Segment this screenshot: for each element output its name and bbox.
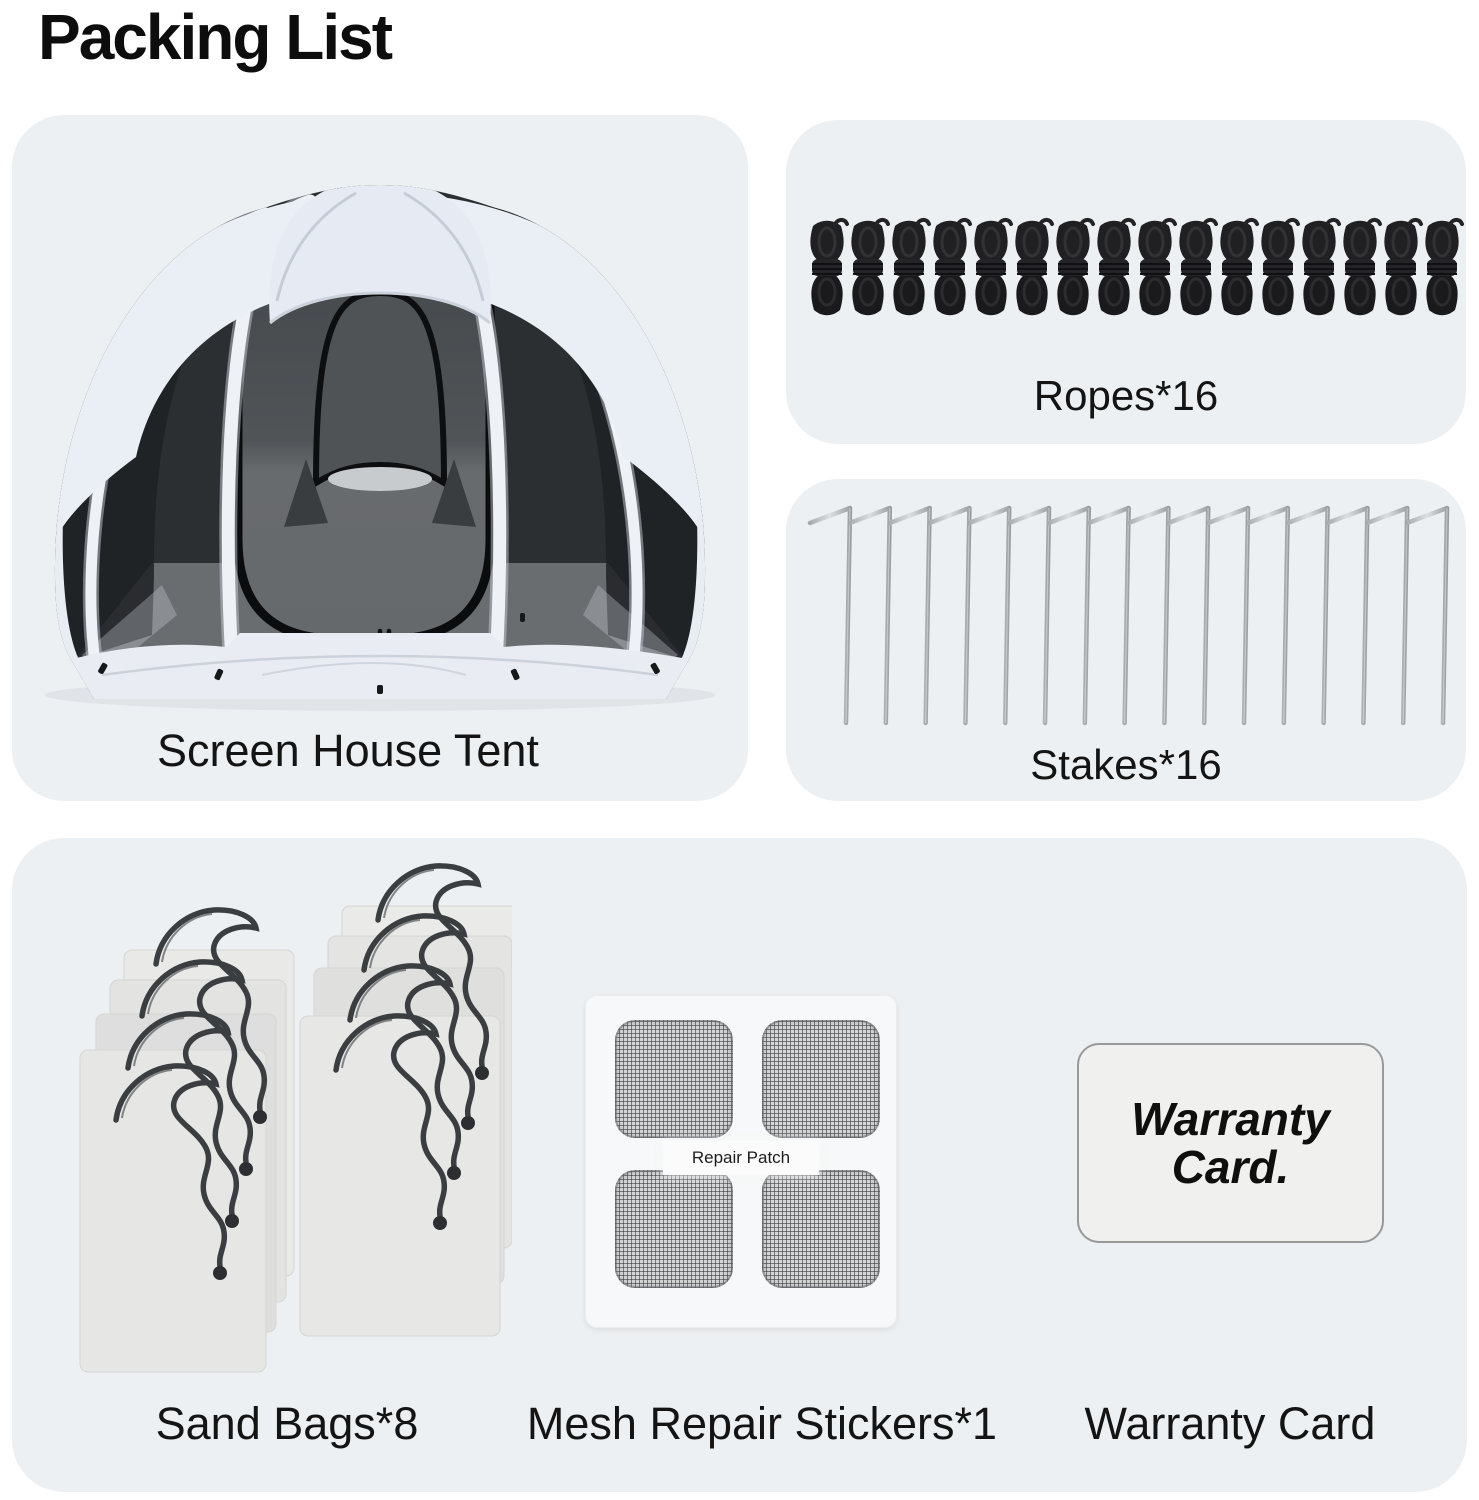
page-title: Packing List — [38, 1, 391, 73]
stake-icon — [1168, 508, 1208, 723]
tent-card — [12, 115, 748, 801]
tent-label: Screen House Tent — [157, 725, 539, 776]
rope-icon — [1343, 220, 1380, 315]
ropes-card — [786, 120, 1466, 444]
rope-icon — [1384, 220, 1421, 315]
rope-icon — [1138, 220, 1175, 315]
mesh-patch-icon — [615, 1170, 733, 1288]
stake-icon — [1288, 508, 1328, 723]
ropes-illustration — [805, 216, 1464, 320]
rope-icon — [1097, 220, 1134, 315]
mesh-patch-icon — [615, 1020, 733, 1138]
rope-icon — [810, 220, 847, 315]
stake-icon — [810, 508, 850, 723]
stake-icon — [1327, 508, 1367, 723]
mesh-repair-label: Mesh Repair Stickers*1 — [526, 1398, 998, 1449]
stake-icon — [1049, 508, 1089, 723]
rope-icon — [1425, 220, 1462, 315]
stakes-row — [810, 508, 1447, 723]
mesh-repair-sheet — [585, 995, 897, 1328]
stake-icon — [969, 508, 1009, 723]
ropes-label: Ropes*16 — [1033, 372, 1219, 419]
warranty-card-text-line2: Card. — [1171, 1141, 1290, 1193]
stake-icon — [1009, 508, 1049, 723]
rope-icon — [1015, 220, 1052, 315]
stakes-illustration — [806, 503, 1451, 729]
rope-icon — [1056, 220, 1093, 315]
stake-icon — [850, 508, 890, 723]
mesh-patch-icon — [762, 1170, 880, 1288]
stakes-label: Stakes*16 — [1030, 741, 1222, 788]
stake-icon — [890, 508, 930, 723]
sand-bags-label: Sand Bags*8 — [155, 1398, 419, 1449]
repair-patch-text: Repair Patch — [663, 1141, 819, 1175]
warranty-card-text-line1: Warranty — [1131, 1092, 1330, 1145]
warranty-label: Warranty Card — [1084, 1398, 1376, 1449]
ropes-row — [810, 220, 1462, 315]
rope-icon — [892, 220, 929, 315]
rope-icon — [1179, 220, 1216, 315]
sand-bags-illustration — [72, 858, 512, 1378]
stake-icon — [1248, 508, 1288, 723]
rope-icon — [1302, 220, 1339, 315]
stake-icon — [1367, 508, 1407, 723]
bottom-labels-row — [12, 1398, 1467, 1458]
rope-icon — [974, 220, 1011, 315]
warranty-card-graphic — [1077, 1043, 1384, 1243]
mesh-patch-icon — [762, 1020, 880, 1138]
stake-icon — [1128, 508, 1168, 723]
rope-icon — [851, 220, 888, 315]
stake-icon — [1208, 508, 1248, 723]
screen-house-tent-illustration — [12, 115, 748, 801]
stake-icon — [929, 508, 969, 723]
accessories-card — [12, 838, 1467, 1492]
rope-icon — [1220, 220, 1257, 315]
stake-icon — [1407, 508, 1447, 723]
stake-icon — [1089, 508, 1129, 723]
rope-icon — [1261, 220, 1298, 315]
stakes-card — [786, 479, 1466, 801]
rope-icon — [933, 220, 970, 315]
